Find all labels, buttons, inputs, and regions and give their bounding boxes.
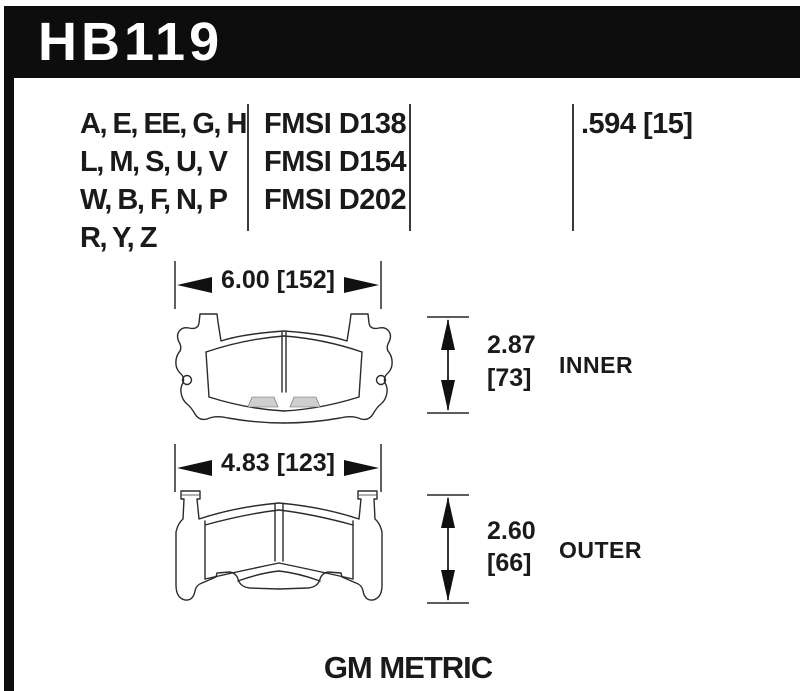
outer-height-mm: [66] [487, 549, 532, 577]
compound-codes-line: R, Y, Z [80, 222, 156, 254]
inner-height-inches: 2.87 [487, 331, 536, 359]
inner-height-mm: [73] [487, 364, 532, 392]
compound-codes-column [80, 105, 246, 257]
table-divider [409, 104, 411, 231]
inner-width-value: 6.00 [152] [221, 266, 335, 294]
table-divider [572, 104, 574, 231]
outer-pad-drawing [175, 488, 383, 608]
outer-height-dimension-arrow [425, 490, 471, 608]
inner-pad-drawing [172, 310, 396, 425]
fmsi-codes-column [264, 105, 406, 219]
left-border-strip [4, 78, 14, 691]
part-number-banner [4, 6, 800, 78]
outer-height-inches: 2.60 [487, 517, 536, 545]
part-number: HB119 [38, 12, 224, 72]
compound-codes-line: A, E, EE, G, H [80, 108, 246, 140]
outer-width-value: 4.83 [123] [221, 449, 335, 477]
pad-thickness-value: .594 [15] [581, 108, 693, 140]
application-name: GM METRIC [323, 650, 493, 685]
outer-pad-label: OUTER [559, 537, 642, 563]
fmsi-code: FMSI D138 [264, 108, 407, 140]
compound-codes-line: W, B, F, N, P [80, 184, 227, 216]
table-divider [247, 104, 249, 231]
fmsi-code: FMSI D202 [264, 184, 407, 216]
compound-codes-line: L, M, S, U, V [80, 146, 227, 178]
inner-pad-label: INNER [559, 352, 634, 378]
inner-height-dimension-arrow [425, 312, 471, 418]
fmsi-code: FMSI D154 [264, 146, 407, 178]
